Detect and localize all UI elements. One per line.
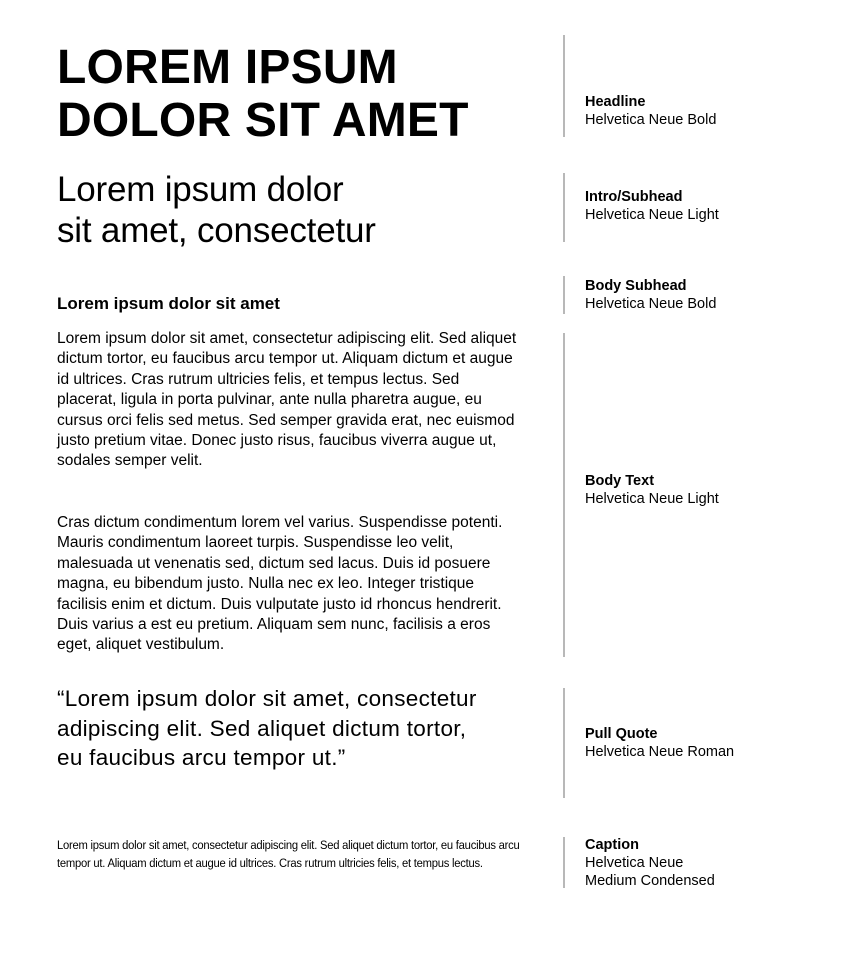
divider-line [563,688,565,798]
headline-sample [57,41,469,147]
style-name: Intro/Subhead [585,189,683,205]
font-name: Helvetica Neue Bold [585,296,717,312]
style-name: Body Subhead [585,278,687,294]
spec-label-body-subhead [585,277,716,313]
style-name: Body Text [585,473,655,489]
body-subhead-sample: Lorem ipsum dolor sit amet [57,294,280,313]
spec-label-body-text [585,472,719,508]
spec-label-pull-quote [585,725,734,761]
headline-line: LOREM IPSUM [57,41,398,94]
intro-line: sit amet, consectetur [57,211,376,250]
intro-line: Lorem ipsum dolor [57,170,344,209]
spec-label-caption [585,836,715,890]
caption-sample: Lorem ipsum dolor sit amet, consectetur adipiscing elit. Sed aliquet dictum tortor, eu faucibus arcu tempor ut. Aliquam dictum et augue id ultrices. Cras rutrum ultricies felis, et tempus lectus. [57,838,520,870]
intro-subhead-sample [57,169,376,251]
divider-line [563,837,565,888]
divider-line [563,173,565,242]
font-name: Helvetica Neue Light [585,491,719,507]
font-name: Helvetica Neue Bold [585,112,717,128]
font-name: Helvetica Neue Roman [585,744,735,760]
headline-line: DOLOR SIT AMET [57,94,469,147]
body-text-paragraph: Lorem ipsum dolor sit amet, consectetur adipiscing elit. Sed aliquet dictum tortor, eu faucibus arcu tempor ut. Aliquam dictum et augue id ultrices. Cras rutrum ultricies felis, et tempus lectus. Sed placerat, ligula in porta pulvinar, ante nulla pharetra augue, eu cursus orci felis sed metus. Sed semper gravida erat, nec euismod justo pretium vitae. Donec justo risus, faucibus viverra augue ut, sodales semper velit. [57,330,517,470]
divider-line [563,35,565,137]
style-name: Caption [585,837,639,853]
font-name: Helvetica Neue Light [585,207,719,223]
pull-quote-sample: “Lorem ipsum dolor sit amet, consectetur adipiscing elit. Sed aliquet dictum tortor, eu faucibus arcu tempor ut.” [57,686,477,770]
divider-line [563,333,565,657]
font-name-line: Medium Condensed [585,873,715,889]
style-name: Headline [585,94,646,110]
font-name-line: Helvetica Neue [585,855,684,871]
divider-line [563,276,565,314]
style-name: Pull Quote [585,726,658,742]
spec-label-headline [585,93,716,129]
body-text-paragraph: Cras dictum condimentum lorem vel varius. Suspendisse potenti. Mauris condimentum laoreet turpis. Suspendisse leo velit, malesuada ut venenatis sed, dictum sed lacus. Duis id posuere magna, eu bibendum justo. Nulla nec ex leo. Integer tristique facilisis enim et dictum. Duis vulputate justo id rhoncus hendrerit. Duis varius a est eu pretium. Aliquam sem nunc, facilisis a eros eget, aliquet vestibulum. [57,514,503,654]
spec-label-intro [585,188,719,224]
